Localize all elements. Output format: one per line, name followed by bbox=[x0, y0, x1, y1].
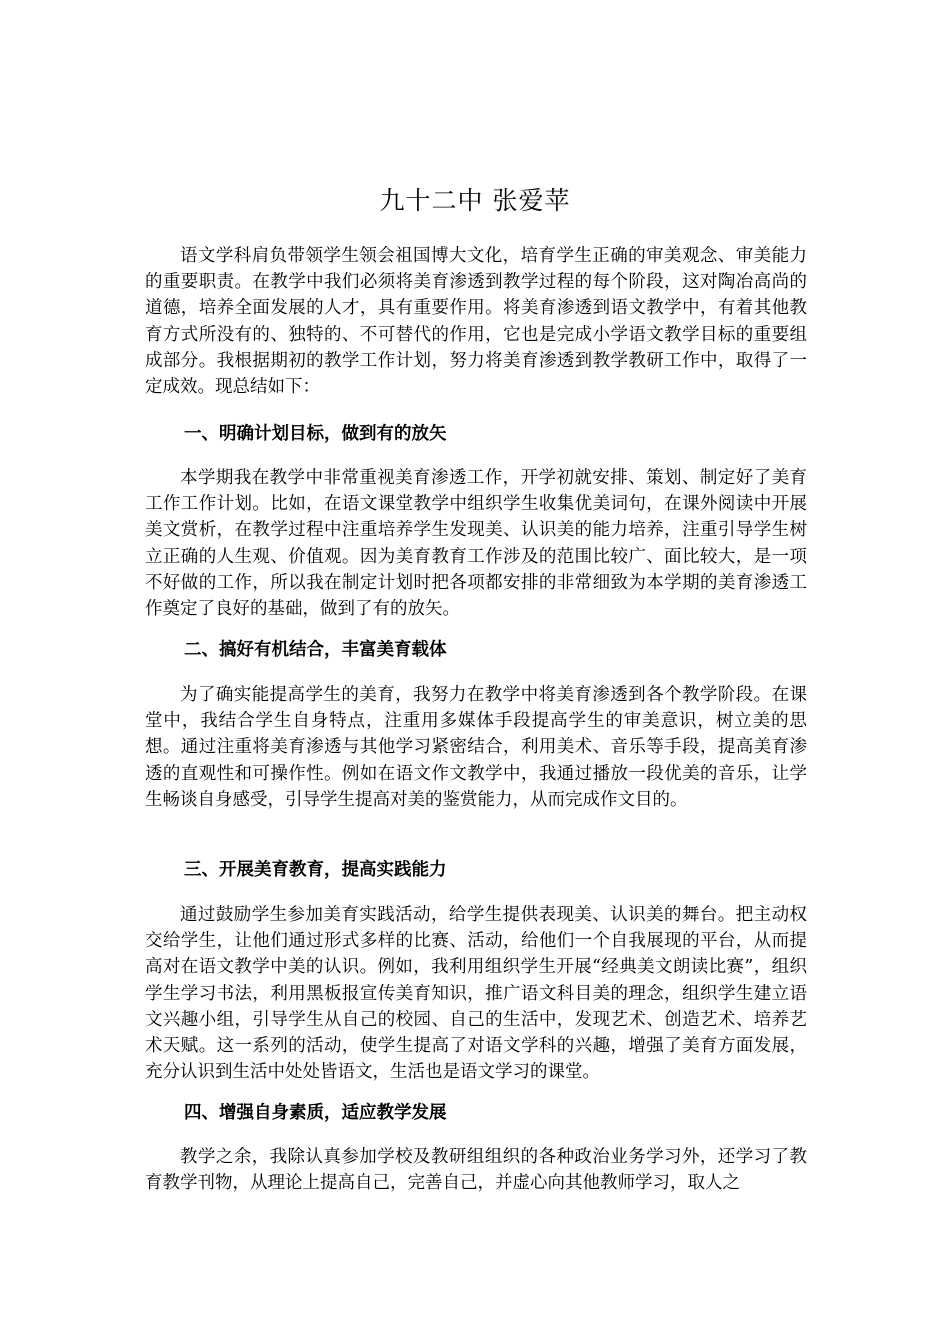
intro-paragraph: 语文学科肩负带领学生领会祖国博大文化，培育学生正确的审美观念、审美能力的重要职责。在教学中我们必须将美育渗透到教学过程的每个阶段，这对陶冶高尚的道德，培养全面发展的人才，具有重要作用。将美育渗透到语文教学中，有着其他教育方式所没有的、独特的、不可替代的作用，它也是完成小学语文教学目标的重要组成部分。我根据期初的教学工作计划，努力将美育渗透到教学教研工作中，取得了一定成效。现总结如下： bbox=[145, 246, 807, 398]
section-3-body: 通过鼓励学生参加美育实践活动，给学生提供表现美、认识美的舞台。把主动权交给学生，让他们通过形式多样的比赛、活动，给他们一个自我展现的平台，从而提高对在语文教学中美的认识。例如，我利用组织学生开展“经典美文朗读比赛”，组织学生学习书法，利用黑板报宣传美育知识，推广语文科目美的理念，组织学生建立语文兴趣小组，引导学生从自己的校园、自己的生活中，发现艺术、创造艺术、培养艺术天赋。这一系列的活动，使学生提高了对语文学科的兴趣，增强了美育方面发展，充分认识到生活中处处皆语文，生活也是语文学习的课堂。 bbox=[145, 905, 807, 1083]
section-1-heading: 一、明确计划目标，做到有的放矢 bbox=[184, 424, 447, 444]
section-4-body: 教学之余，我除认真参加学校及教研组组织的各种政治业务学习外，还学习了教育教学刊物，从理论上提高自己，完善自己，并虚心向其他教师学习，取人之 bbox=[145, 1147, 807, 1194]
section-2-body: 为了确实能提高学生的美育，我努力在教学中将美育渗透到各个教学阶段。在课堂中，我结合学生自身特点，注重用多媒体手段提高学生的审美意识，树立美的思想。通过注重将美育渗透与其他学习紧密结合，利用美术、音乐等手段，提高美育渗透的直观性和可操作性。例如在语文作文教学中，我通过播放一段优美的音乐，让学生畅谈自身感受，引导学生提高对美的鉴赏能力，从而完成作文目的。 bbox=[145, 685, 807, 810]
section-2-heading: 二、搞好有机结合，丰富美育载体 bbox=[184, 640, 447, 660]
section-3-heading: 三、开展美育教育，提高实践能力 bbox=[184, 860, 447, 880]
section-4-heading: 四、增强自身素质，适应教学发展 bbox=[184, 1103, 447, 1123]
document-title: 九十二中 张爱苹 bbox=[379, 186, 571, 215]
section-1-body: 本学期我在教学中非常重视美育渗透工作，开学初就安排、策划、制定好了美育工作工作计划。比如，在语文课堂教学中组织学生收集优美词句，在课外阅读中开展美文赏析，在教学过程中注重培养学生发现美、认识美的能力培养，注重引导学生树立正确的人生观、价值观。因为美育教育工作涉及的范围比较广、面比较大，是一项不好做的工作，所以我在制定计划时把各项都安排的非常细致为本学期的美育渗透工作奠定了良好的基础，做到了有的放矢。 bbox=[145, 468, 807, 620]
